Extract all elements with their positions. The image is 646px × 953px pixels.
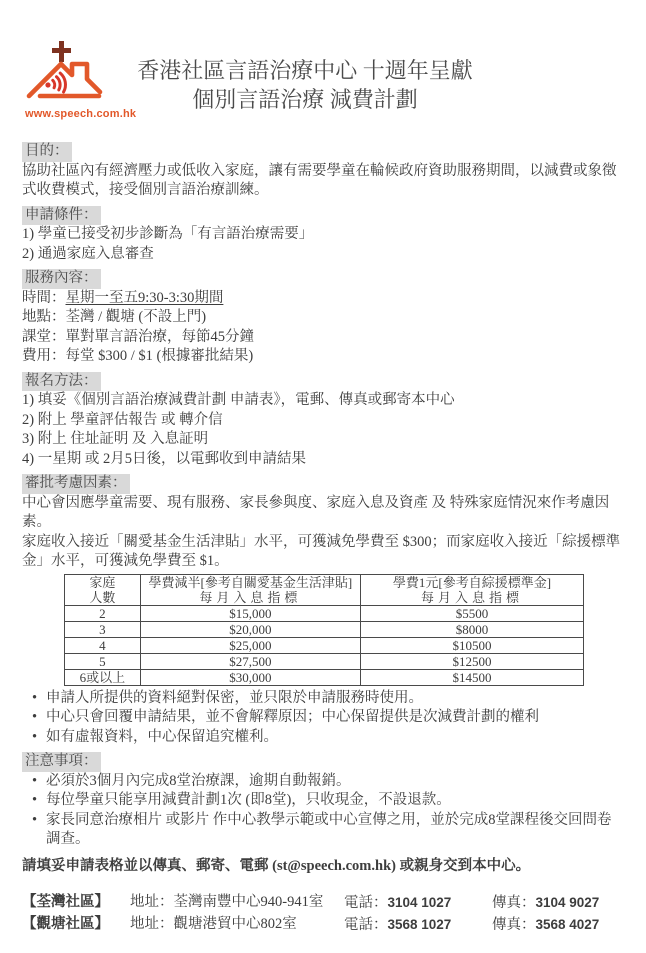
section-criteria [22,474,624,747]
service-time-value: 星期一至五9:30-3:30期間 [65,289,224,306]
page-title [22,56,588,114]
service-item-time [22,289,624,309]
condition-item: 2) 通過家庭入息審查 [22,245,154,262]
contact-fax: 傳真：3568 4027 [492,916,600,933]
apply-heading: 報名方法： [22,372,101,392]
table-header-family-size: 家庭 人數 [65,574,141,605]
contact-fax: 傳真：3104 9027 [492,894,600,911]
contact-row-tsuen-wan [22,892,624,914]
section-notes [22,752,624,850]
conditions-heading: 申請條件： [22,206,101,226]
header [22,40,624,128]
logo-url: www.speech.com.hk [25,108,137,120]
criteria-body2: 家庭收入接近「關愛基金生活津貼」水平，可獲減免學費至 $300；而家庭收入接近「綜援標準金」水平，可獲減免學費至 $1。 [22,533,621,569]
section-purpose [22,142,624,201]
service-time-label: 時間： [22,289,66,306]
service-item: 費用：每堂 $300 / $1 (根據審批結果) [22,348,254,364]
contact-address: 地址：觀塘港貿中心802室 [130,915,297,932]
contact-info [22,892,624,936]
criteria-bullet: • 申請人所提供的資料絕對保密，並只限於申請服務時使用。 [22,689,624,709]
criteria-body1: 中心會因應學童需要、現有服務、家長參與度、家庭入息及資產 及 特殊家庭情況來作考慮因素。 [22,494,610,530]
contact-address: 地址：荃灣南豐中心940-941室 [130,893,324,910]
submit-instruction: 請填妥申請表格並以傳真、郵寄、電郵 (st@speech.com.hk) 或親身交到本中心。 [22,857,531,874]
table-row: 4 $25,000 $10500 [65,637,584,653]
purpose-heading: 目的： [22,142,72,162]
contact-row-kwun-tong [22,914,624,936]
apply-item: 1) 填妥《個別言語治療減費計劃 申請表》，電郵、傳真或郵寄本中心 [22,392,455,408]
income-threshold-table [64,574,584,686]
section-apply [22,372,624,470]
document-body [22,142,624,850]
section-services [22,269,624,367]
table-row: 6或以上 $30,000 $14500 [65,669,584,685]
purpose-body: 協助社區內有經濟壓力或低收入家庭，讓有需要學童在輪候政府資助服務期間，以減費或象徵式收費模式，接受個別言語治療訓練。 [22,162,617,198]
service-item: 課堂：單對單言語治療，每節45分鐘 [22,328,254,345]
page-title-line1: 香港社區言語治療中心 十週年呈獻 [137,58,473,83]
note-bullet: • 家長同意治療相片 或影片 作中心教學示範或中心宣傳之用，並於完成8堂課程後交回問卷調查。 [22,811,624,850]
table-row: 3 $20,000 $8000 [65,621,584,637]
table-row: 2 $15,000 $5500 [65,605,584,621]
contact-label: 【觀塘社區】 [22,915,109,932]
service-item: 地點：荃灣 / 觀塘 (不設上門) [22,309,207,325]
apply-item: 2) 附上 學童評估報告 或 轉介信 [22,411,223,428]
apply-item: 3) 附上 住址証明 及 入息証明 [22,431,209,447]
table-row: 5 $27,500 $12500 [65,653,584,669]
services-heading: 服務內容： [22,269,101,289]
contact-phone: 電話：3104 1027 [344,894,452,911]
notes-heading: 注意事項： [22,752,101,772]
contact-phone: 電話：3568 1027 [344,916,452,933]
criteria-bullet: • 中心只會回覆申請結果，並不會解釋原因；中心保留提供是次減費計劃的權利 [22,708,624,728]
table-header-one-dollar: 學費1元[參考自綜援標準金] 每月入息指標 [360,574,583,605]
flyer-page [0,40,646,953]
section-conditions [22,206,624,265]
note-bullet: • 每位學童只能享用減費計劃1次 (即8堂)，只收現金，不設退款。 [22,791,624,811]
table-header-half-fee: 學費減半[參考自關愛基金生活津貼] 每月入息指標 [140,574,360,605]
criteria-bullet: • 如有虛報資料，中心保留追究權利。 [22,728,624,748]
criteria-heading: 審批考慮因素： [22,474,130,494]
condition-item: 1) 學童已接受初步診斷為「有言語治療需要」 [22,226,314,242]
note-bullet: • 必須於3個月內完成8堂治療課，逾期自動報銷。 [22,772,624,792]
apply-item: 4) 一星期 或 2月5日後，以電郵收到申請結果 [22,450,306,467]
contact-label: 【荃灣社區】 [22,893,109,910]
page-title-line2: 個別言語治療 減費計劃 [192,87,418,112]
